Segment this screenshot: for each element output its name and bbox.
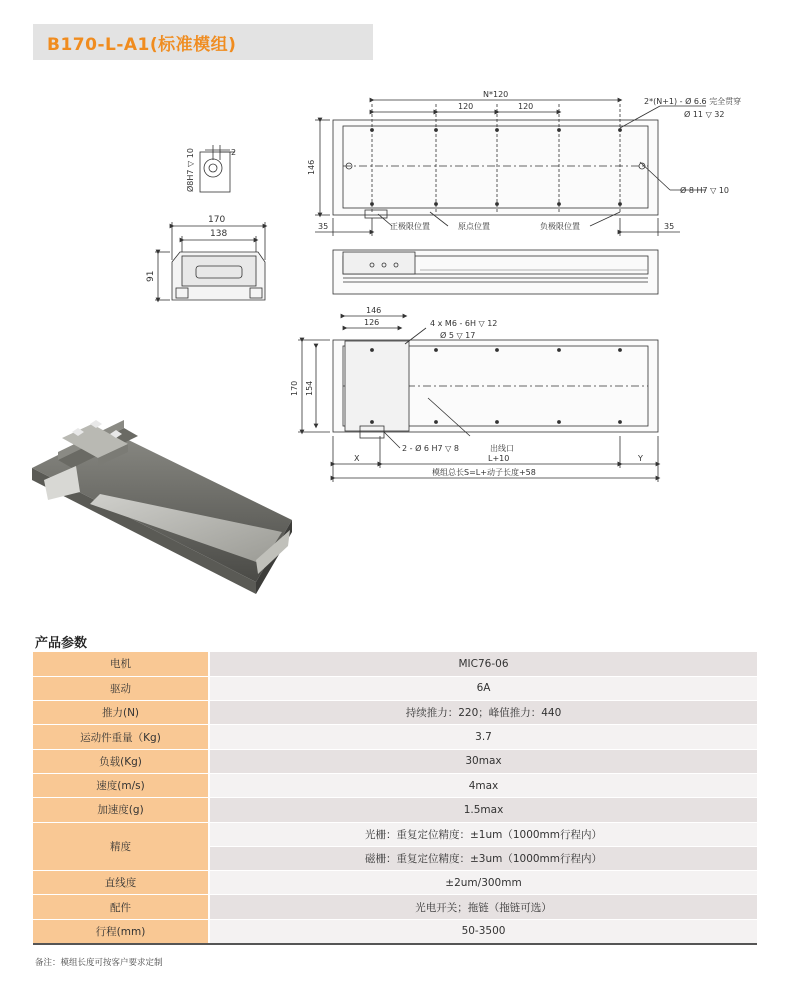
top-view <box>315 100 706 236</box>
top-pin-note: Ø 8 H7 ▽ 10 <box>680 186 729 195</box>
param-label: 运动件重量（Kg) <box>33 725 209 749</box>
param-label: 电机 <box>33 652 209 676</box>
top-dim-120-b: 120 <box>518 102 534 111</box>
param-value: 光电开关；拖链（拖链可选） <box>209 895 757 919</box>
plan-total-length: 模组总长S=L+动子长度+58 <box>432 468 536 477</box>
param-label: 速度(m/s) <box>33 773 209 797</box>
table-row <box>33 798 757 822</box>
param-label: 配件 <box>33 895 209 919</box>
top-origin: 原点位置 <box>458 222 490 231</box>
plan-pin-note: 2 - Ø 6 H7 ▽ 8 <box>402 444 459 453</box>
plan-m6-note: 4 x M6 - 6H ▽ 12 <box>430 319 498 328</box>
top-dim-120-a: 120 <box>458 102 474 111</box>
title-bar <box>33 24 373 60</box>
side-elevation-view <box>333 250 658 294</box>
table-row <box>33 895 757 919</box>
param-label: 加速度(g) <box>33 798 209 822</box>
param-value: 3.7 <box>209 725 757 749</box>
plan-dim-154: 154 <box>305 380 314 396</box>
table-row <box>33 871 757 895</box>
param-value: MIC76-06 <box>209 652 757 676</box>
param-value: 30max <box>209 749 757 773</box>
table-row <box>33 701 757 725</box>
params-table <box>33 652 757 945</box>
top-pos-limit: 正极限位置 <box>390 222 430 231</box>
front-dim-138: 138 <box>210 229 228 239</box>
param-value: 50-3500 <box>209 919 757 943</box>
side-dim-bore: Ø8H7 ▽ 10 <box>186 148 195 192</box>
plan-view <box>298 316 658 482</box>
plan-dim-170: 170 <box>290 380 299 396</box>
param-label: 行程(mm) <box>33 919 209 943</box>
side-dim-2: 2 <box>231 148 237 157</box>
top-cbore-note: Ø 11 ▽ 32 <box>684 110 725 119</box>
table-row <box>33 749 757 773</box>
table-row <box>33 773 757 797</box>
plan-dim-y: Y <box>638 454 643 463</box>
param-value: 1.5max <box>209 798 757 822</box>
top-dim-35-right: 35 <box>664 222 675 231</box>
footnote: 备注：模组长度可按客户要求定制 <box>35 958 163 968</box>
param-value: 磁栅：重复定位精度：±3um（1000mm行程内） <box>209 846 757 870</box>
param-value: ±2um/300mm <box>209 871 757 895</box>
top-dim-35-left: 35 <box>318 222 329 231</box>
top-dim-146: 146 <box>307 159 316 175</box>
table-row <box>33 652 757 676</box>
param-value: 持续推力：220；峰值推力：440 <box>209 701 757 725</box>
table-row <box>33 676 757 700</box>
plan-dim-x: X <box>354 454 360 463</box>
plan-m6b-note: Ø 5 ▽ 17 <box>440 331 476 340</box>
front-dim-91: 91 <box>146 270 156 282</box>
product-render <box>32 420 292 594</box>
param-label: 负载(Kg) <box>33 749 209 773</box>
page-title: B170-L-A1(标准模组) <box>47 35 237 55</box>
param-label: 驱动 <box>33 676 209 700</box>
front-dim-170: 170 <box>208 215 226 225</box>
section-title: 产品参数 <box>35 636 88 651</box>
plan-dim-126: 126 <box>364 318 380 327</box>
param-value: 光栅：重复定位精度：±1um（1000mm行程内） <box>209 822 757 846</box>
side-detail-view <box>200 145 235 192</box>
table-row <box>33 725 757 749</box>
table-row <box>33 822 757 846</box>
top-dim-n120: N*120 <box>483 90 509 99</box>
param-value: 4max <box>209 773 757 797</box>
technical-drawing <box>0 70 790 610</box>
plan-outlet-note: 出线口 <box>490 444 514 453</box>
top-neg-limit: 负极限位置 <box>540 222 580 231</box>
param-label: 精度 <box>33 822 209 871</box>
plan-dim-146: 146 <box>366 306 382 315</box>
param-label: 推力(N) <box>33 701 209 725</box>
top-holes-note: 2*(N+1) - Ø 6.6 完全贯穿 <box>644 97 742 106</box>
table-row <box>33 919 757 943</box>
plan-dim-l10: L+10 <box>488 454 510 463</box>
param-label: 直线度 <box>33 871 209 895</box>
param-value: 6A <box>209 676 757 700</box>
